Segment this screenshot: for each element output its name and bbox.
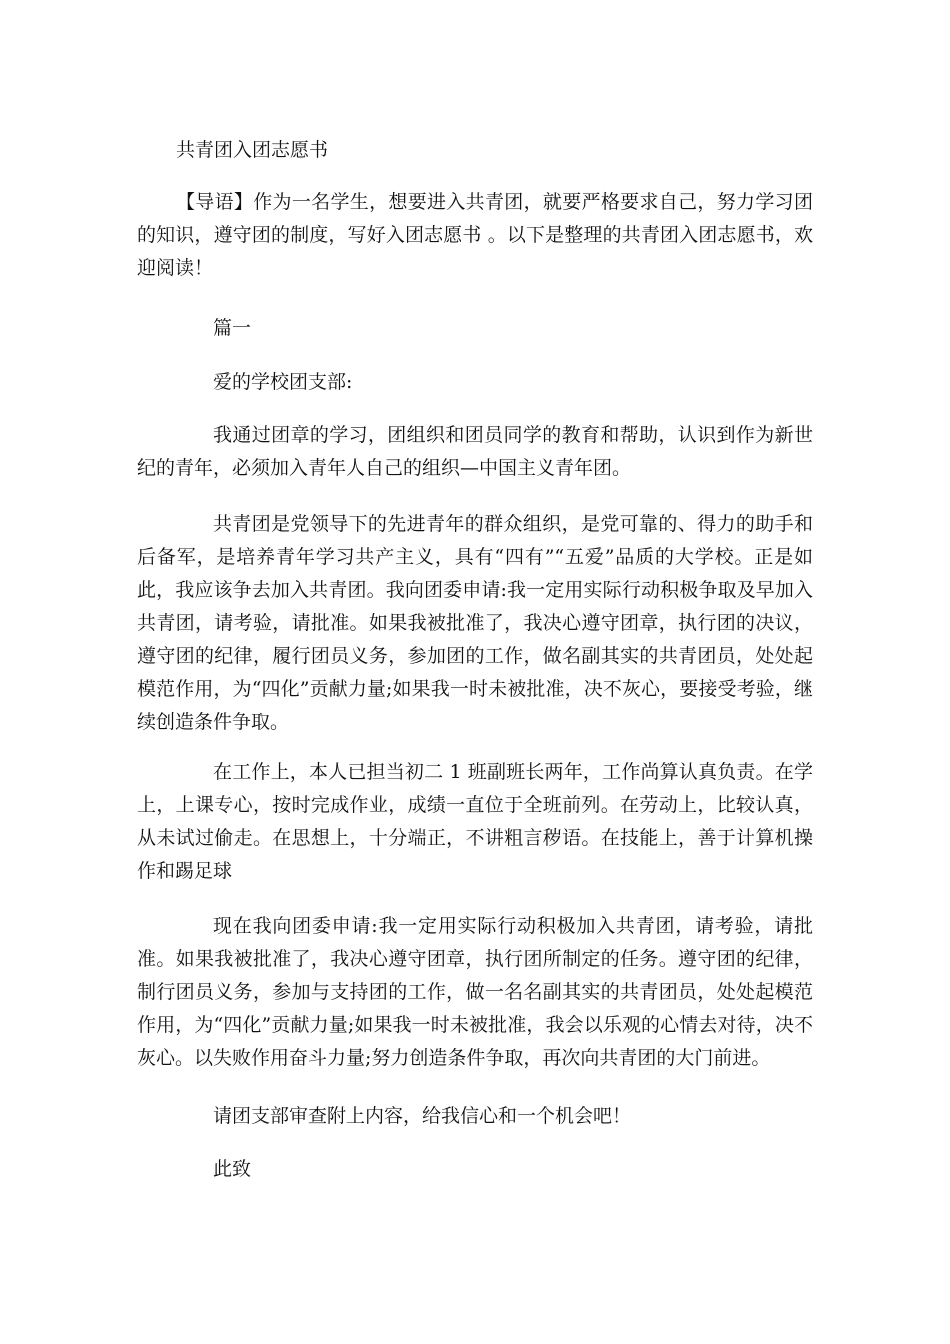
closing: 此致: [213, 1158, 252, 1180]
intro-paragraph: 【导语】作为一名学生，想要进入共青团，就要严格要求自己，努力学习团的知识，遵守团的制度，写好入团志愿书 。以下是整理的共青团入团志愿书，欢迎阅读！: [137, 191, 813, 279]
body-paragraph-3: 在工作上，本人已担当初二 1 班副班长两年，工作尚算认真负责。在学上，上课专心，按时完成作业，成绩一直位于全班前列。在劳动上，比较认真，从未试过偷走。在思想上，十分端正，不讲粗言秽语。在技能上，善于计算机操作和踢足球: [137, 761, 813, 882]
closing-request: 请团支部审查附上内容，给我信心和一个机会吧！: [213, 1105, 632, 1127]
body-paragraph-1: 我通过团章的学习，团组织和团员同学的教育和帮助，认识到作为新世纪的青年，必须加入青年人自己的组织—中国主义青年团。: [137, 424, 813, 479]
salutation: 爱的学校团支部:: [213, 371, 353, 393]
section-label: 篇一: [213, 317, 252, 339]
document-title: 共青团入团志愿书: [176, 139, 329, 161]
body-paragraph-4: 现在我向团委申请:我一定用实际行动积极加入共青团，请考验，请批准。如果我被批准了，我决心遵守团章，执行团所制定的任务。遵守团的纪律，制行团员义务，参加与支持团的工作，做一名名副其实的共青团员，处处起模范作用，为“四化”贡献力量;如果我一时未被批准，我会以乐观的心情去对待，决不灰心。以失败作用奋斗力量;努力创造条件争取，再次向共青团的大门前进。: [137, 915, 813, 1069]
body-paragraph-2: 共青团是党领导下的先进青年的群众组织，是党可靠的、得力的助手和后备军，是培养青年学习共产主义，具有“四有”“五爱”品质的大学校。正是如此，我应该争去加入共青团。我向团委申请:我一定用实际行动积极争取及早加入共青团，请考验，请批准。如果我被批准了，我决心遵守团章，执行团的决议，遵守团的纪律，履行团员义务，参加团的工作，做名副其实的共青团员，处处起模范作用，为“四化”贡献力量;如果我一时未被批准，决不灰心，要接受考验，继续创造条件争取。: [137, 513, 813, 733]
